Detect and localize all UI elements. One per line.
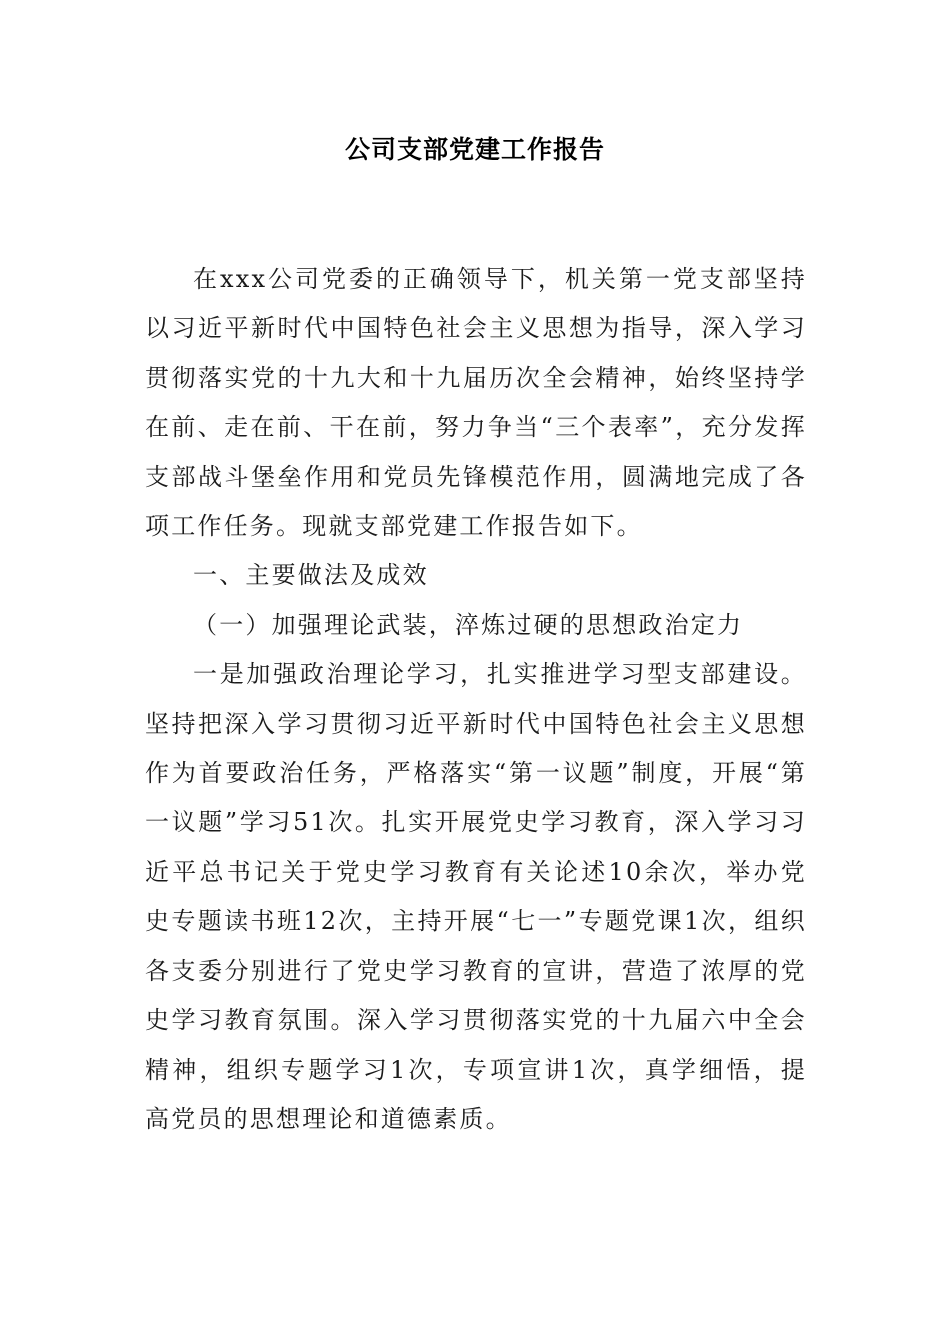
section-heading: 一、主要做法及成效 <box>193 561 429 590</box>
document-title: 公司支部党建工作报告 <box>344 135 605 164</box>
document-body <box>145 255 807 1144</box>
paragraph-theory-study: 一是加强政治理论学习，扎实推进学习型支部建设。坚持把深入学习贯彻习近平新时代中国特色社会主义思想作为首要政治任务，严格落实“第一议题”制度，开展“第一议题”学习51次。扎实开展党史学习教育，深入学习习近平总书记关于党史学习教育有关论述10余次，举办党史专题读书班12次，主持开展“七一”专题党课1次，组织各支委分别进行了党史学习教育的宣讲，营造了浓厚的党史学习教育氛围。深入学习贯彻落实党的十九届六中全会精神，组织专题学习1次，专项宣讲1次，真学细悟，提高党员的思想理论和道德素质。 <box>145 660 807 1133</box>
paragraph-intro: 在xxx公司党委的正确领导下，机关第一党支部坚持以习近平新时代中国特色社会主义思想为指导，深入学习贯彻落实党的十九大和十九届历次全会精神，始终坚持学在前、走在前、干在前，努力争当“三个表率”，充分发挥支部战斗堡垒作用和党员先锋模范作用，圆满地完成了各项工作任务。现就支部党建工作报告如下。 <box>145 265 807 541</box>
subsection-heading: （一）加强理论武装，淬炼过硬的思想政治定力 <box>193 610 744 639</box>
